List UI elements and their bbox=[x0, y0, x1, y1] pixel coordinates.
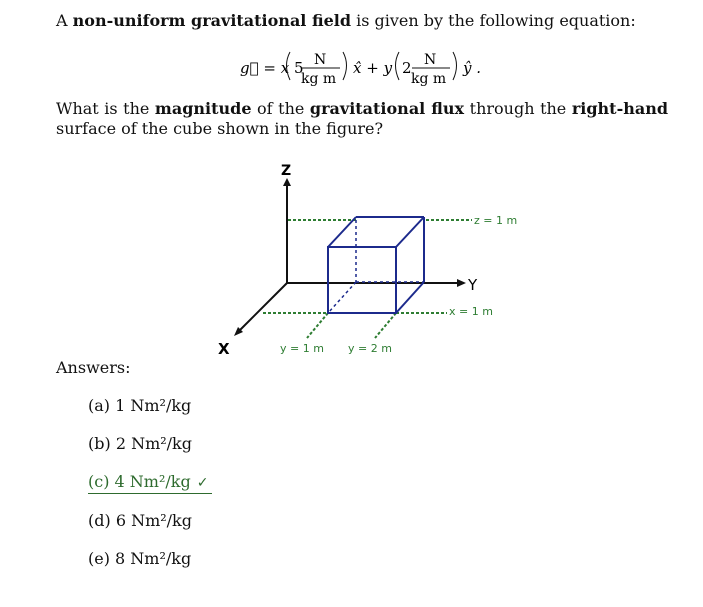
cube-figure bbox=[210, 160, 530, 364]
label-z-1m: z = 1 m bbox=[474, 214, 518, 227]
answers-heading: Answers: bbox=[56, 358, 131, 377]
label-x-1m: x = 1 m bbox=[449, 305, 493, 318]
y-axis-arrowhead bbox=[457, 279, 466, 287]
guide-y1 bbox=[307, 313, 328, 338]
answer-label: (b) 2 Nm²/kg bbox=[88, 434, 192, 453]
question-text: through the bbox=[464, 99, 572, 118]
cube-hidden-edge-depth bbox=[328, 282, 356, 313]
equation-lhs: g⃗ = x bbox=[240, 59, 290, 77]
equation-unit-den-2: kg m bbox=[411, 71, 447, 87]
answer-label: (c) 4 Nm²/kg bbox=[88, 472, 191, 491]
guide-y2 bbox=[375, 313, 396, 338]
question-text: surface of the cube shown in the figure? bbox=[56, 119, 384, 138]
question-emphasis: gravitational flux bbox=[309, 99, 465, 118]
paren-right bbox=[343, 52, 347, 80]
paren-left bbox=[396, 52, 400, 80]
equation-unit-num-2: N bbox=[424, 52, 437, 68]
axis-label-z: Z bbox=[281, 163, 292, 179]
label-y-2m: y = 2 m bbox=[348, 342, 392, 355]
answer-option-e[interactable] bbox=[88, 549, 191, 568]
question-emphasis: non-uniform gravitational field bbox=[72, 11, 352, 30]
equation-coef-2: 2 bbox=[402, 59, 412, 77]
label-y-1m: y = 1 m bbox=[280, 342, 324, 355]
cube-front-face bbox=[328, 247, 396, 313]
question-intro bbox=[56, 11, 636, 30]
cube-edge bbox=[396, 217, 424, 247]
question-text: A bbox=[56, 11, 73, 30]
equation-unit-num-1: N bbox=[314, 52, 327, 68]
equation-unit-den-1: kg m bbox=[301, 71, 337, 87]
equation-mid: x̂ + y bbox=[353, 59, 393, 77]
cube-edge bbox=[396, 282, 424, 313]
answer-option-a[interactable] bbox=[88, 396, 191, 415]
check-icon: ✓ bbox=[196, 475, 209, 491]
cube-edge bbox=[328, 217, 356, 247]
answer-option-b[interactable] bbox=[88, 434, 192, 453]
equation-coef-1: 5 bbox=[294, 59, 304, 77]
question-emphasis: right-hand bbox=[571, 99, 669, 118]
answer-label: (d) 6 Nm²/kg bbox=[88, 511, 192, 530]
question-text: of the bbox=[251, 99, 310, 118]
x-axis bbox=[239, 283, 287, 331]
axis-label-x: X bbox=[218, 340, 230, 358]
answer-label: (e) 8 Nm²/kg bbox=[88, 549, 192, 568]
answer-label: (a) 1 Nm²/kg bbox=[88, 396, 192, 415]
z-axis-arrowhead bbox=[283, 178, 291, 186]
answer-option-d[interactable] bbox=[88, 511, 192, 530]
field-equation bbox=[0, 42, 703, 88]
equation-end: ŷ . bbox=[463, 59, 482, 77]
question-prompt bbox=[56, 99, 668, 139]
answer-option-c[interactable] bbox=[88, 472, 212, 494]
question-text: What is the bbox=[56, 99, 155, 118]
paren-right bbox=[453, 52, 457, 80]
question-emphasis: magnitude bbox=[154, 99, 252, 118]
question-text: is given by the following equation: bbox=[351, 11, 636, 30]
axis-label-y: Y bbox=[468, 276, 478, 294]
